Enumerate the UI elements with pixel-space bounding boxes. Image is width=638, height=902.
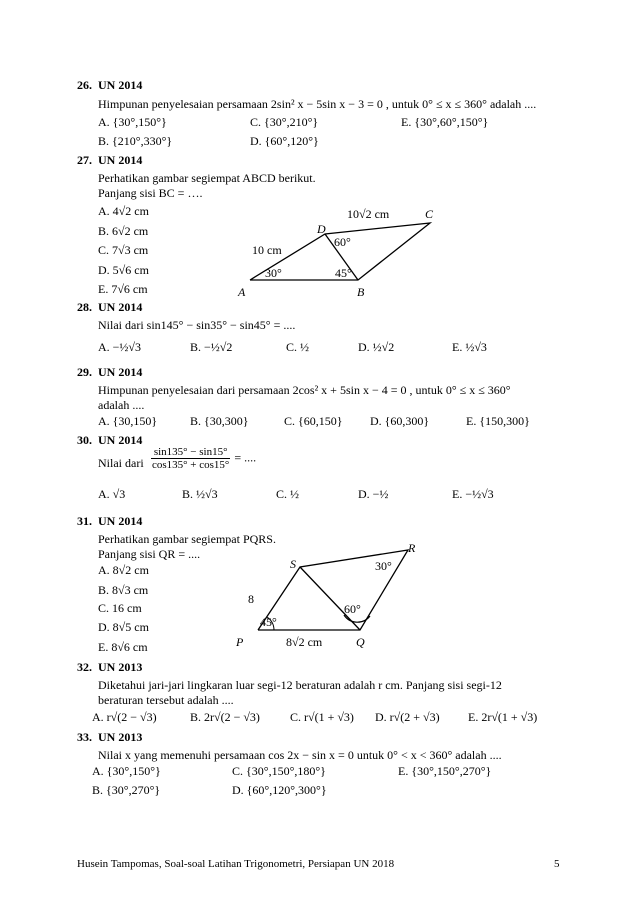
option-c: C. {60,150} — [284, 414, 343, 428]
question-text: beraturan tersebut adalah .... — [98, 693, 234, 707]
question-text: Nilai dari sin145° − sin35° − sin45° = .... — [98, 318, 296, 332]
question-source: UN 2013 — [98, 660, 143, 674]
option-b: B. {30,300} — [190, 414, 249, 428]
option-d: D. {60°,120°} — [250, 134, 319, 148]
question-text: Nilai dari — [98, 456, 144, 470]
option-e: E. {30°,150°,270°} — [398, 764, 492, 778]
page-number: 5 — [554, 858, 560, 870]
option-a: A. √3 — [98, 487, 126, 501]
question-number: 27. — [77, 153, 92, 167]
question-number: 28. — [77, 300, 92, 314]
option-a: A. −½√3 — [98, 340, 142, 354]
question-number: 26. — [77, 78, 92, 92]
vertex-a-label: A — [238, 285, 246, 299]
option-a: A. {30°,150°} — [98, 115, 167, 129]
question-source: UN 2014 — [98, 78, 143, 92]
option-d: D. 5√6 cm — [98, 263, 149, 277]
angle-b-label: 45° — [335, 266, 352, 280]
question-number: 30. — [77, 433, 92, 447]
option-c: C. 16 cm — [98, 601, 142, 615]
option-c: C. {30°,210°} — [250, 115, 319, 129]
side-ad-label: 10 cm — [252, 243, 282, 257]
option-a: A. 8√2 cm — [98, 563, 149, 577]
option-b: B. −½√2 — [190, 340, 233, 354]
option-d: D. ½√2 — [358, 340, 395, 354]
option-e: E. ½√3 — [452, 340, 487, 354]
quadrilateral-abcd-figure — [230, 200, 450, 300]
question-number: 31. — [77, 514, 92, 528]
angle-p-label: 45° — [260, 615, 277, 629]
option-a: A. {30,150} — [98, 414, 158, 428]
question-source: UN 2014 — [98, 514, 143, 528]
vertex-b-label: B — [357, 285, 365, 299]
option-d: D. −½ — [358, 487, 389, 501]
question-text: Panjang sisi BC = …. — [98, 186, 203, 200]
option-e: E. −½√3 — [452, 487, 494, 501]
option-e: E. {30°,60°,150°} — [401, 115, 489, 129]
angle-d-label: 60° — [334, 235, 351, 249]
option-c: C. ½ — [276, 487, 300, 501]
fraction-denominator: cos135° + cos15° — [152, 459, 230, 471]
question-source: UN 2014 — [98, 433, 143, 447]
option-c: C. {30°,150°,180°} — [232, 764, 326, 778]
option-a: A. {30°,150°} — [92, 764, 161, 778]
option-b: B. {210°,330°} — [98, 134, 173, 148]
page-footer: Husein Tampomas, Soal-soal Latihan Trigonometri, Persiapan UN 2018 — [77, 858, 395, 870]
question-text: Panjang sisi QR = .... — [98, 547, 201, 561]
option-b: B. 8√3 cm — [98, 583, 149, 597]
angle-q-label: 60° — [344, 602, 361, 616]
angle-r-label: 30° — [375, 559, 392, 573]
question-number: 33. — [77, 730, 92, 744]
question-source: UN 2014 — [98, 365, 143, 379]
option-d: D. r√(2 + √3) — [375, 710, 440, 724]
option-e: E. {150,300} — [466, 414, 530, 428]
vertex-r-label: R — [408, 541, 416, 555]
question-text: Himpunan penyelesaian dari persamaan 2cos² x + 5sin x − 4 = 0 , untuk 0° ≤ x ≤ 360° — [98, 383, 511, 397]
vertex-q-label: Q — [356, 635, 365, 649]
option-a: A. r√(2 − √3) — [92, 710, 157, 724]
vertex-p-label: P — [236, 635, 244, 649]
question-source: UN 2014 — [98, 153, 143, 167]
option-b: B. ½√3 — [182, 487, 218, 501]
option-e: E. 2r√(1 + √3) — [468, 710, 538, 724]
fraction-equals: = .... — [234, 450, 257, 465]
question-text: adalah .... — [98, 398, 145, 412]
question-source: UN 2014 — [98, 300, 143, 314]
quadrilateral-pqrs-figure — [230, 540, 430, 652]
option-d: D. {60°,120°,300°} — [232, 783, 327, 797]
vertex-c-label: C — [425, 207, 434, 221]
side-ps-label: 8 — [248, 592, 254, 606]
option-b: B. 2r√(2 − √3) — [190, 710, 260, 724]
option-c: C. r√(1 + √3) — [290, 710, 354, 724]
question-number: 32. — [77, 660, 92, 674]
vertex-s-label: S — [290, 557, 296, 571]
option-a: A. 4√2 cm — [98, 204, 149, 218]
option-d: D. 8√5 cm — [98, 620, 149, 634]
side-dc-label: 10√2 cm — [347, 207, 390, 221]
question-text: Perhatikan gambar segiempat ABCD berikut. — [98, 171, 316, 185]
question-text: Diketahui jari-jari lingkaran luar segi-12 beraturan adalah r cm. Panjang sisi segi-12 — [98, 678, 502, 692]
fraction-expression — [150, 446, 256, 471]
question-text: Nilai x yang memenuhi persamaan cos 2x − sin x = 0 untuk 0° < x < 360° adalah .... — [98, 748, 502, 762]
angle-a-label: 30° — [265, 266, 282, 280]
option-d: D. {60,300} — [370, 414, 430, 428]
question-source: UN 2013 — [98, 730, 143, 744]
option-c: C. 7√3 cm — [98, 243, 149, 257]
vertex-d-label: D — [317, 222, 326, 236]
option-b: B. {30°,270°} — [92, 783, 161, 797]
fraction-numerator: sin135° − sin15° — [151, 446, 230, 459]
side-pq-label: 8√2 cm — [286, 635, 323, 649]
option-e: E. 8√6 cm — [98, 640, 148, 654]
option-b: B. 6√2 cm — [98, 224, 149, 238]
question-number: 29. — [77, 365, 92, 379]
option-c: C. ½ — [286, 340, 310, 354]
option-e: E. 7√6 cm — [98, 282, 148, 296]
question-text: Perhatikan gambar segiempat PQRS. — [98, 532, 276, 546]
question-text: Himpunan penyelesaian persamaan 2sin² x − 5sin x − 3 = 0 , untuk 0° ≤ x ≤ 360° adalah .... — [98, 97, 537, 111]
